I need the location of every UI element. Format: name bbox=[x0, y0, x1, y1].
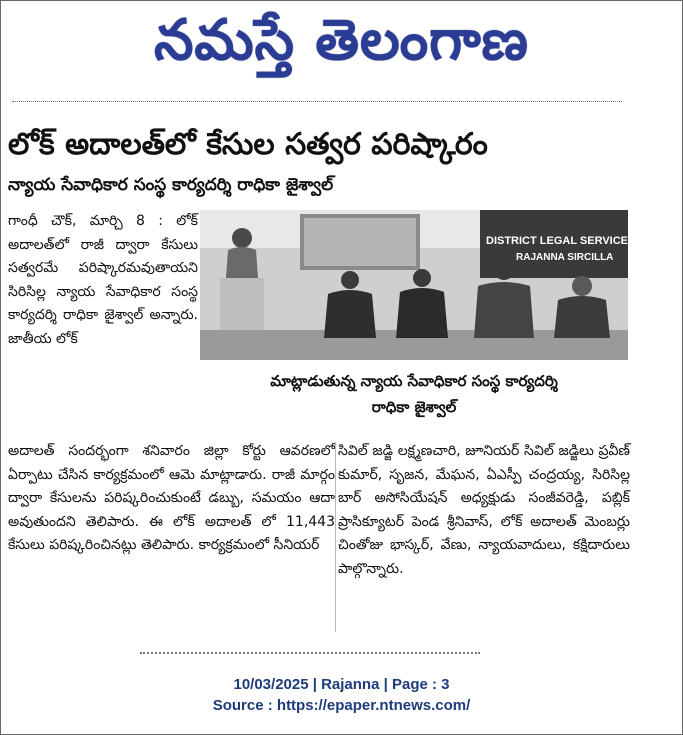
article-headline: లోక్ అదాలత్‌లో కేసుల సత్వర పరిష్కారం bbox=[8, 127, 488, 162]
newspaper-masthead: నమస్తే తెలంగాణ bbox=[154, 8, 529, 73]
photo-banner-text: DISTRICT LEGAL SERVICES A bbox=[486, 235, 646, 247]
article-end-divider bbox=[140, 652, 480, 654]
column-divider bbox=[335, 442, 336, 632]
event-photo-illustration bbox=[200, 210, 646, 360]
footer-source-link[interactable]: Source : https://epaper.ntnews.com/ bbox=[212, 697, 471, 714]
footer-date-edition: 10/03/2025 | Rajanna | Page : 3 bbox=[233, 676, 450, 693]
article-photo bbox=[200, 210, 646, 360]
photo-banner-subtext: RAJANNA SIRCILLA bbox=[516, 252, 614, 263]
article-subheadline: న్యాయ సేవాధికార సంస్థ కార్యదర్శి రాధికా జైశ్వాల్ bbox=[8, 175, 334, 195]
article-body-right-column: సివిల్ జడ్జి లక్ష్మణచారి, జూనియర్ సివిల్ జడ్జిలు ప్రవీణ్ కుమార్, సృజన, మేఘన, ఏఎస్పీ చంద్రయ్య, సిరిసిల్ల బార్ అసోసియేషన్ అధ్యక్షుడు సంజీవరెడ్డి, పబ్లిక్ ప్రాసిక్యూటర్ పెండ శ్రీనివాస్, లోక్ అదాలత్ మెంబర్లు చింతోజు భాస్కర్, వేణు, న్యాయవాదులు, కక్షిదారులు పాల్గొన్నారు. bbox=[338, 443, 630, 577]
masthead-divider bbox=[12, 101, 622, 102]
photo-caption-line-1: మాట్లాడుతున్న న్యాయ సేవాధికార సంస్థ కార్యదర్శి bbox=[270, 372, 558, 390]
photo-caption-line-2: రాధికా జైశ్వాల్ bbox=[371, 398, 457, 416]
article-intro-column: గాంధీ చౌక్, మార్చి 8 : లోక్ అదాలత్‌లో రాజీ ద్వారా కేసులు సత్వరమే పరిష్కారమవుతాయని సిరిసిల్ల న్యాయ సేవాధికార సంస్థ కార్యదర్శి రాధికా జైశ్వాల్ అన్నారు. జాతీయ లోక్ bbox=[8, 213, 198, 347]
article-body-left-column: అదాలత్ సందర్భంగా శనివారం జిల్లా కోర్టు ఆవరణలో ఏర్పాటు చేసిన కార్యక్రమంలో ఆమె మాట్లాడారు. రాజీ మార్గం ద్వారా కేసులను పరిష్కరించుకుంటే డబ్బు, సమయం ఆదా అవుతుందని తెలిపారు. ఈ లోక్ అదాలత్ లో 11,443 కేసులు పరిష్కరించినట్లు తెలిపారు. కార్యక్రమంలో సీనియర్ bbox=[8, 443, 335, 553]
photo-caption bbox=[200, 368, 628, 420]
